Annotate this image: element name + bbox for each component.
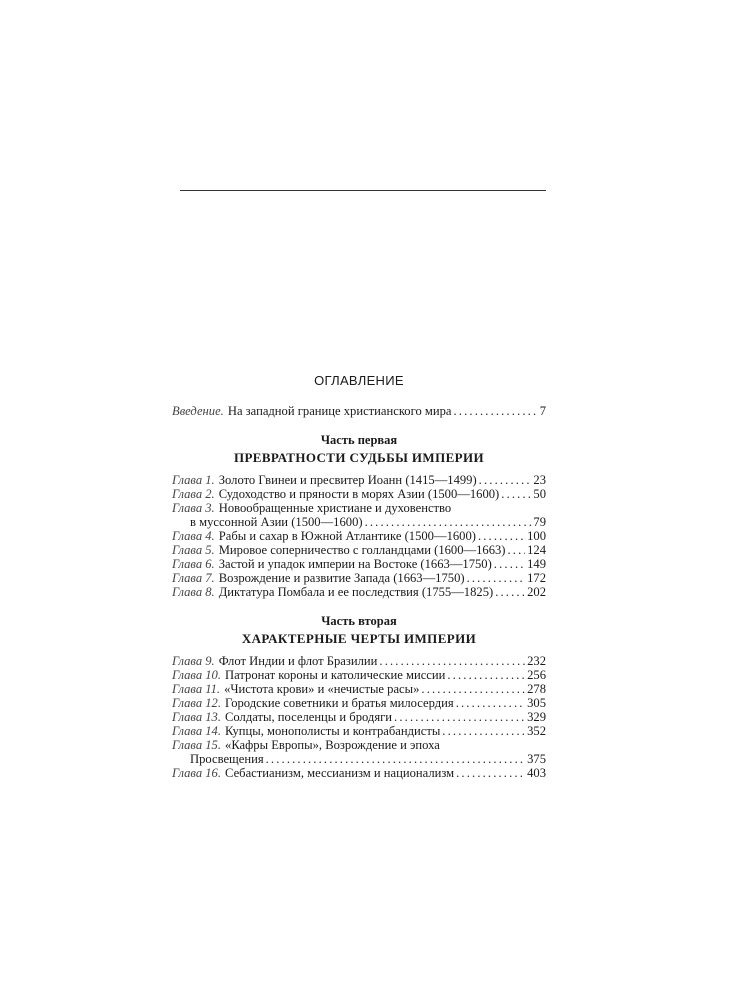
header-rule [180, 190, 546, 191]
chapter-page: 50 [533, 487, 546, 501]
chapter-title: Возрождение и развитие Запада (1663—1750) [218, 571, 465, 585]
chapter-title: Мировое соперничество с голландцами (1600—1663) [218, 543, 506, 557]
chapter-label: Глава 8. [172, 585, 215, 599]
chapter-label: Глава 7. [172, 571, 215, 585]
chapter-title-continuation: Просвещения [190, 752, 264, 766]
toc-entry-continuation[interactable] [172, 752, 546, 766]
parts-container [172, 433, 546, 780]
chapter-label: Глава 6. [172, 557, 215, 571]
part-label: Часть первая [320, 433, 398, 447]
dot-leader [479, 473, 532, 487]
chapter-page: 352 [527, 724, 546, 738]
chapter-page: 305 [527, 696, 546, 710]
chapter-title: Себастианизм, мессианизм и национализм [225, 766, 455, 780]
chapter-page: 278 [527, 682, 546, 696]
toc-entry-chapter[interactable] [172, 696, 546, 710]
chapter-title: Флот Индии и флот Бразилии [218, 654, 378, 668]
dot-leader [394, 710, 525, 724]
chapter-title: Солдаты, поселенцы и бродяги [225, 710, 393, 724]
chapter-label: Глава 1. [172, 473, 215, 487]
chapter-label: Глава 11. [172, 682, 221, 696]
chapter-page: 100 [527, 529, 546, 543]
chapter-label: Глава 16. [172, 766, 222, 780]
dot-leader [456, 696, 525, 710]
chapter-label: Глава 10. [172, 668, 222, 682]
toc-entry-chapter[interactable] [172, 738, 546, 752]
chapter-title: Застой и упадок империи на Востоке (1663—1750) [218, 557, 492, 571]
chapter-page: 256 [527, 668, 546, 682]
dot-leader [501, 487, 531, 501]
chapter-label: Глава 3. [172, 501, 215, 515]
dot-leader [421, 682, 525, 696]
chapter-page: 329 [527, 710, 546, 724]
chapter-page: 172 [527, 571, 546, 585]
chapter-title: Городские советники и братья милосердия [225, 696, 454, 710]
chapter-title: «Чистота крови» и «нечистые расы» [224, 682, 420, 696]
part-title: ХАРАКТЕРНЫЕ ЧЕРТЫ ИМПЕРИИ [241, 631, 477, 646]
chapter-label: Глава 5. [172, 543, 215, 557]
chapter-title: «Кафры Европы», Возрождение и эпоха [225, 738, 440, 752]
dot-leader [478, 529, 525, 543]
chapter-label: Глава 12. [172, 696, 222, 710]
toc-entry-chapter[interactable] [172, 682, 546, 696]
dot-leader [365, 515, 532, 529]
toc-entry-chapter[interactable] [172, 710, 546, 724]
toc-entry-chapter[interactable] [172, 529, 546, 543]
toc-entry-chapter[interactable] [172, 571, 546, 585]
toc-entry-chapter[interactable] [172, 501, 546, 515]
dot-leader [442, 724, 525, 738]
dot-leader [508, 543, 526, 557]
toc-entry-intro[interactable] [172, 404, 546, 418]
dot-leader [447, 668, 525, 682]
chapter-title: Диктатура Помбала и ее последствия (1755—1825) [218, 585, 494, 599]
dot-leader [495, 585, 525, 599]
toc-entry-chapter[interactable] [172, 766, 546, 780]
chapter-page: 79 [533, 515, 546, 529]
chapter-label: Глава 4. [172, 529, 215, 543]
chapter-page: 403 [527, 766, 546, 780]
chapter-label: Глава 14. [172, 724, 222, 738]
toc-heading: ОГЛАВЛЕНИЕ [314, 373, 404, 388]
chapter-page: 232 [527, 654, 546, 668]
dot-leader [379, 654, 525, 668]
chapter-page: 23 [533, 473, 546, 487]
chapter-title: Купцы, монополисты и контрабандисты [225, 724, 441, 738]
chapter-title: Судоходство и пряности в морях Азии (1500—1600) [218, 487, 500, 501]
chapter-title: Рабы и сахар в Южной Атлантике (1500—1600) [218, 529, 476, 543]
part-title: ПРЕВРАТНОСТИ СУДЬБЫ ИМПЕРИИ [233, 450, 485, 465]
chapter-page: 149 [527, 557, 546, 571]
chapter-title-continuation: в муссонной Азии (1500—1600) [190, 515, 363, 529]
chapter-page: 124 [527, 543, 546, 557]
chapter-title: Золото Гвинеи и пресвитер Иоанн (1415—1499) [218, 473, 477, 487]
chapter-page: 375 [527, 752, 546, 766]
toc-entry-chapter[interactable] [172, 557, 546, 571]
chapter-title: Патронат короны и католические миссии [225, 668, 446, 682]
dot-leader [456, 766, 525, 780]
dot-leader [454, 404, 538, 418]
toc-entry-chapter[interactable] [172, 487, 546, 501]
toc-entry-chapter[interactable] [172, 473, 546, 487]
table-of-contents [172, 374, 546, 780]
dot-leader [494, 557, 525, 571]
chapter-title: Новообращенные христиане и духовенство [218, 501, 452, 515]
entry-title: На западной границе христианского мира [227, 404, 452, 418]
chapter-page: 202 [527, 585, 546, 599]
toc-entry-chapter[interactable] [172, 543, 546, 557]
dot-leader [266, 752, 525, 766]
part-label: Часть вторая [321, 614, 397, 628]
chapter-label: Глава 2. [172, 487, 215, 501]
toc-entry-chapter[interactable] [172, 668, 546, 682]
toc-entry-chapter[interactable] [172, 654, 546, 668]
toc-entry-chapter[interactable] [172, 585, 546, 599]
chapter-label: Глава 13. [172, 710, 222, 724]
entry-page: 7 [539, 404, 546, 418]
entry-label: Введение. [172, 404, 224, 418]
dot-leader [467, 571, 526, 585]
chapter-label: Глава 9. [172, 654, 215, 668]
toc-entry-continuation[interactable] [172, 515, 546, 529]
chapter-label: Глава 15. [172, 738, 222, 752]
toc-entry-chapter[interactable] [172, 724, 546, 738]
